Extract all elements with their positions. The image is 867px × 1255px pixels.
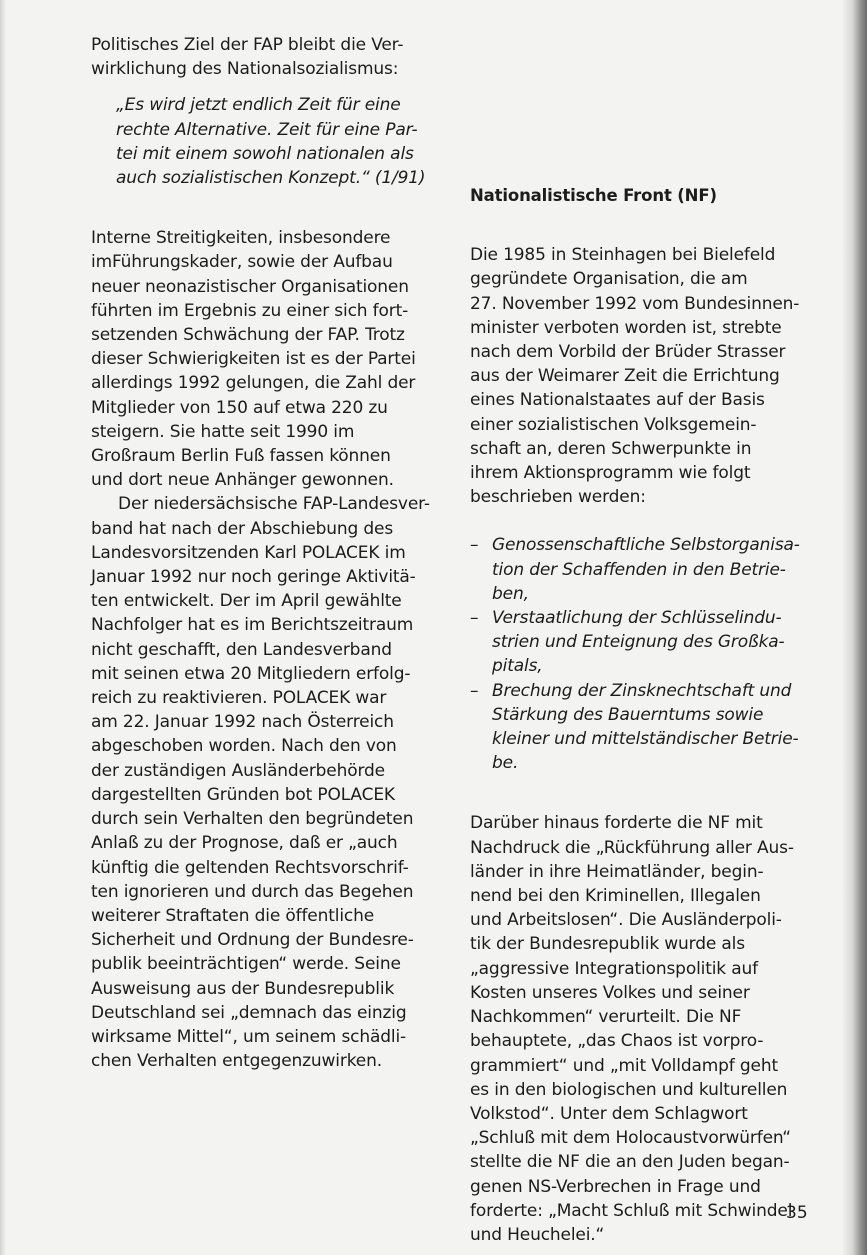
- list-item-text: Brechung der Zinsknechtschaft und Stärkung des Bauerntums sowie kleiner und mittelständischer Betrie- be.: [492, 680, 799, 774]
- program-list: [470, 533, 822, 775]
- page-number: 35: [786, 1203, 808, 1223]
- intro-paragraph: Politisches Ziel der FAP bleibt die Ver- wirklichung des Nationalsozialismus:: [91, 35, 404, 80]
- list-item-text: Genossenschaftliche Selbstorganisa- tion der Schaffenden in den Betrie- ben,: [492, 535, 800, 604]
- left-paragraph-1: Interne Streitigkeiten, insbesondere imFührungskader, sowie der Aufbau neuer neonazistischer Organisationen führten im Ergebnis zu einer sich fort- setzenden Schwächung der FAP. Trotz dieser Schwierigkeiten ist es der Partei allerdings 1992 gelungen, die Zahl der Mitglieder von 150 auf etwa 220 zu steigern. Sie hatte seit 1990 im Großraum Berlin Fuß fassen können und dort neue Anhänger gewonnen.: [91, 228, 416, 491]
- list-item: [470, 533, 822, 606]
- list-item: [470, 606, 822, 679]
- page-left-shadow: [0, 0, 6, 1255]
- left-column: [91, 33, 446, 1073]
- right-paragraph-2: Darüber hinaus forderte die NF mit Nachdruck die „Rückführung aller Aus- länder in ihre Heimatländer, begin- nend bei den Kriminellen, Illegalen und Arbeitslosen“. Die Ausländerpoli- tik der Bundesrepublik wurde als „aggressive Integrationspolitik auf Kosten unseres Volkes und seiner Nachkommen“ verurteilt. Die NF behauptete, „das Chaos ist vorpro- grammiert“ und „mit Volldampf geht es in den biologischen und kulturellen Volkstod“. Unter dem Schlagwort „Schluß mit dem Holocaustvorwürfen“ stellte die NF die an den Juden began- genen NS-Verbrechen in Frage und forderte: „Macht Schluß mit Schwindel und Heuchelei.“: [470, 813, 794, 1245]
- section-heading: Nationalistische Front (NF): [470, 186, 717, 205]
- left-paragraph-2: Der niedersächsische FAP-Landesver- band hat nach der Abschiebung des Landesvorsitzenden Karl POLACEK im Januar 1992 nur noch geringe Aktivitä- ten entwickelt. Der im April gewählte Nachfolger hat es im Berichtszeitraum nicht geschafft, den Landesverband mit seinen etwa 20 Mitgliedern erfolg- reich zu reaktivieren. POLACEK war am 22. Januar 1992 nach Österreich abgeschoben worden. Nach den von der zuständigen Ausländerbehörde dargestellten Gründen bot POLACEK durch sein Verhalten den begründeten Anlaß zu der Prognose, daß er „auch künftig die geltenden Rechtsvorschrif- ten ignorieren und durch das Begehen weiterer Straftaten die öffentliche Sicherheit und Ordnung der Bundesre- publik beeinträchtigen“ werde. Seine Ausweisung aus der Bundesrepublik Deutschland sei „demnach das einzig wirksame Mittel“, um seinem schädli- chen Verhalten entgegenzuwirken.: [91, 494, 430, 1072]
- list-dash: –: [470, 535, 479, 556]
- list-dash: –: [470, 608, 479, 629]
- right-column: [470, 184, 822, 1247]
- list-dash: –: [470, 680, 479, 701]
- right-paragraph-1: Die 1985 in Steinhagen bei Bielefeld gegründete Organisation, die am 27. November 1992 vom Bundesinnen- minister verboten worden ist, strebte nach dem Vorbild der Brüder Strasser aus der Weimarer Zeit die Errichtung eines Nationalstaates auf der Basis einer sozialistischen Volksgemein- schaft an, deren Schwerpunkte in ihrem Aktionsprogramm wie folgt beschrieben werden:: [470, 245, 800, 508]
- list-item-text: Verstaatlichung der Schlüsselindu- strien und Enteignung des Großka- pitals,: [492, 608, 785, 677]
- list-item: [470, 679, 822, 776]
- page-binding-shadow: [843, 0, 867, 1255]
- fap-quote: „Es wird jetzt endlich Zeit für eine rechte Alternative. Zeit für eine Par- tei mit einem sowohl nationalen als auch sozialistischen Konzept.“ (1/91): [116, 95, 426, 189]
